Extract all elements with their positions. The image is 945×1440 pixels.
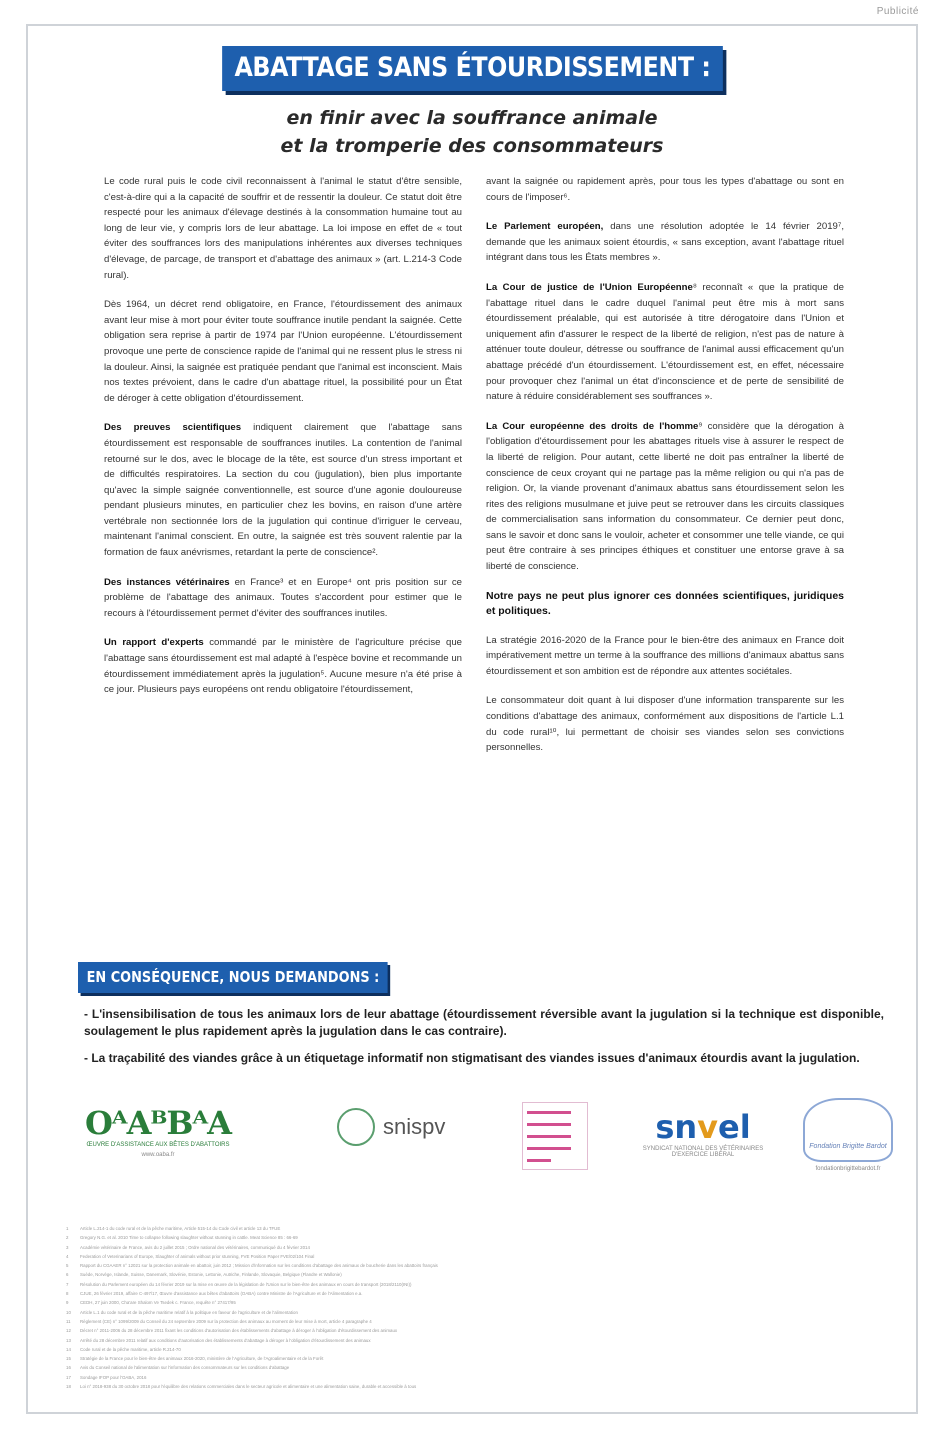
- advertisement-label: Publicité: [876, 6, 919, 17]
- footnote-text: Gregory N.G. et al. 2010 Time to collapse following slaughter without stunning in cattle. Meat Science 85 : 66-69: [80, 1235, 298, 1241]
- oaba-subtitle: ŒUVRE D'ASSISTANCE AUX BÊTES D'ABATTOIRS: [86, 1142, 230, 1148]
- paragraph-text: commandé par le ministère de l'agriculture précise que l'abattage sans étourdissement est mal adapté à l'espèce bovine et recommande un étourdissement immédiatement après la jugulation⁵. Aucune mesure n'a été prise à ce jour. Plusieurs pays européens ont rendu obligatoire l'étourdissement,: [104, 637, 462, 696]
- footnote-number: 3: [66, 1244, 69, 1250]
- paragraph: avant la saignée ou rapidement après, pour tous les types d'abattage ou sont en cours de l'imposer⁶.: [486, 176, 844, 203]
- snispv-logo: [306, 1108, 476, 1146]
- footnote-number: 10: [66, 1309, 71, 1315]
- footnote: [66, 1233, 916, 1242]
- footnote-number: 15: [66, 1356, 71, 1362]
- title-block: [28, 46, 916, 91]
- footnote-text: Federation of Veterinarians of Europe, Slaughter of animals without prior stunning, FVE Position Paper FVE/02/104 Final: [80, 1253, 315, 1259]
- footnote: [66, 1308, 916, 1317]
- footnote-number: 11: [66, 1318, 71, 1324]
- footnote-text: Règlement (CE) n° 1099/2009 du Conseil du 24 septembre 2009 sur la protection des animaux au moment de leur mise à mort, article 4 paragraphe 4: [80, 1318, 372, 1324]
- paragraph-lead: La Cour de justice de l'Union Européenne: [486, 281, 693, 293]
- paragraph-text: en France³ et en Europe⁴ ont pris position sur ce problème de l'abattage des animaux. Toutes s'accordent pour estimer que le recours à l'étourdissement permet d'éviter des souffrances inutiles.: [104, 576, 462, 619]
- footnote-text: CJUE, 26 février 2019, affaire C-497/17, Œuvre d'assistance aux bêtes d'abattoirs (OABA) contre Ministre de l'Agriculture et de l'Alimentation e.a.: [80, 1291, 363, 1297]
- footnote-text: Loi n° 2018-938 du 30 octobre 2018 pour l'équilibre des relations commerciales dans le secteur agricole et alimentaire et une alimentation saine, durable et accessible à tous: [80, 1384, 417, 1390]
- paragraph-text: ⁹ considère que la dérogation à l'obligation d'étourdissement pour les abattages rituels vise à assurer le respect de la liberté de religion. Pour autant, cette liberté ne doit pas entraîner la liberté de conscience de ceux croyant qui ne partage pas la même religion ou qui n'a pas de religion. Or, la viande provenant d'animaux abattus sans étourdissement selon les rites des religions musulmane et juive peut se retrouver dans les circuits classiques de commercialisation sans information du consommateur. Ce dernier peut donc, sans le savoir et donc sans le vouloir, acheter et consommer une telle viande, ce qui peut être contraire à ses principes éthiques et constituer une entorse grave à sa liberté de conscience.: [486, 420, 845, 573]
- snvel-logo: [638, 1108, 768, 1158]
- paragraph-text: ⁸ reconnaît « que la pratique de l'abattage rituel dans le cadre duquel l'animal peut être mis à mort sans étourdissement préalable, qui est autorisée à titre dérogatoire dans l'Union et uniquement afin d'assurer le respect de la liberté de religion, n'est pas de nature à atténuer toute douleur, détresse ou souffrance de l'animal aussi efficacement qu'un abattage précédé d'un étourdissement. L'étourdissement est, en effet, nécessaire pour provoquer chez l'animal un état d'inconscience et de perte de sensibilité de nature à réduire considérablement ses souffrances ».: [486, 281, 844, 403]
- footnote: [66, 1270, 916, 1279]
- flag-icon: [522, 1102, 588, 1170]
- paragraph: Dès 1964, un décret rend obligatoire, en France, l'étourdissement des animaux avant leur mise à mort pour éviter toute souffrance inutile pendant la saignée. Cette obligation sera reprise à partir de 1974 par l'Union européenne. L'étourdissement provoque une perte de conscience rapide de l'animal qui ne ressent plus le stress ni la douleur. Ainsi, la saignée est pratiquée pendant que l'animal est inconscient. Mais nos textes prévoient, dans le cadre d'un abattage rituel, la possibilité pour un État de déroger à cette obligation d'étourdissement.: [104, 299, 462, 404]
- footnote: [66, 1317, 916, 1326]
- paragraph: Le code rural puis le code civil reconnaissent à l'animal le statut d'être sensible, c'est-à-dire qui a la capacité de souffrir et de ressentir la douleur. Ce statut doit être respecté pour les animaux d'élevage destinés à la consommation humaine tout au long de leur vie, y compris lors de leur abattage. La loi impose en effet de « tout éviter des souffrances lors des manipulations inhérentes aux diverses techniques d'élevage, de parcage, de transport et d'abattage des animaux » (art. L.214-3 Code rural).: [104, 176, 462, 281]
- footnote-number: 1: [66, 1226, 69, 1231]
- footnote: [66, 1336, 916, 1345]
- footnote-number: 16: [66, 1365, 71, 1371]
- oaba-wordmark: OᴬAᴮBᴬA: [85, 1104, 231, 1142]
- footnote-text: Stratégie de la France pour le bien-être des animaux 2016-2020, ministère de l'Agriculture, de l'Agroalimentaire et de la Forêt: [80, 1356, 324, 1362]
- paragraph-lead: Des instances vétérinaires: [104, 576, 230, 588]
- footnote-text: Article L.214-1 du code rural et de la pêche maritime, Article 515-14 du Code civil et article 13 du TFUE: [80, 1226, 281, 1231]
- paragraph-lead: Des preuves scientifiques: [104, 422, 242, 434]
- demands-list: [84, 1006, 884, 1077]
- footnote-number: 9: [66, 1300, 69, 1306]
- footnote-number: 5: [66, 1263, 69, 1269]
- footnote: [66, 1243, 916, 1252]
- demand-item: - La traçabilité des viandes grâce à un étiquetage informatif non stigmatisant des viandes issues d'animaux étourdis avant la jugulation.: [84, 1051, 860, 1065]
- footnote-number: 7: [66, 1281, 69, 1287]
- demand-item: - L'insensibilisation de tous les animaux lors de leur abattage (étourdissement réversible avant la jugulation si la technique est disponible, soulagement le plus rapidement après la jugulation dans le cas contraire).: [84, 1007, 884, 1038]
- partner-logos: [58, 1098, 898, 1208]
- footnote-text: CEDH, 27 juin 2000, Cha'are Shalom Ve Tsedek c. France, requête n° 27417/95: [80, 1300, 236, 1306]
- paragraph-lead: La Cour européenne des droits de l'homme: [486, 420, 699, 432]
- page-title: ABATTAGE SANS ÉTOURDISSEMENT :: [222, 46, 723, 91]
- oaba-caption: www.oaba.fr: [141, 1152, 175, 1158]
- footnote-text: Avis du Conseil national de l'alimentation sur l'information des consommateurs sur les conditions d'abattage: [80, 1365, 290, 1371]
- cat-logo-text: Fondation Brigitte Bardot: [809, 1143, 887, 1150]
- cat-icon: [803, 1098, 893, 1162]
- paragraph: [486, 419, 844, 575]
- footnote-number: 14: [66, 1346, 71, 1352]
- footnote-number: 12: [66, 1328, 71, 1334]
- left-column: [104, 174, 462, 770]
- footnote: [66, 1224, 916, 1233]
- ring-icon: [337, 1108, 375, 1146]
- footnotes: [66, 1224, 916, 1391]
- body-columns: [104, 174, 844, 770]
- footnote-text: Article L.1 du code rural et de la pêche maritime relatif à la politique en faveur de l'agriculture et de l'alimentation: [80, 1309, 298, 1315]
- footnote: [66, 1261, 916, 1270]
- paragraph-lead: Le Parlement européen,: [486, 221, 604, 233]
- subtitle: [28, 104, 916, 160]
- footnote: [66, 1363, 916, 1372]
- paragraph-text: indiquent clairement que l'abattage sans étourdissement est responsable de souffrances inutiles. La contention de l'animal retourné sur le dos, avec le blocage de la tête, est source d'un stress important et de difficultés respiratoires. La section du cou (jugulation), bien plus importante qu'avec la simple saignée conventionnelle, est source d'une agonie douloureuse pendant plusieurs minutes, en particulier chez les bovins, en raison d'une artère vertébrale non sectionnée lors de la jugulation qui continue d'irriguer le cerveau, maintenant l'animal conscient. En outre, la saignée est très souvent ralentie par la formation de faux anévrismes, retardant la perte de conscience².: [104, 422, 462, 559]
- footnote-text: Sondage IFOP pour l'OABA, 2016: [80, 1374, 147, 1380]
- footnote: [66, 1289, 916, 1298]
- paragraph: La stratégie 2016-2020 de la France pour le bien-être des animaux en France doit impérativement mettre un terme à la souffrance des millions d'animaux abattus sans étourdissement et son ambition est de répondre aux attentes sociétales.: [486, 634, 844, 677]
- paragraph-text: dans une résolution adoptée le 14 février 2019⁷, demande que les animaux soient étourdis, « sans exception, avant l'abattage rituel intégrant dans tous les États membres ».: [486, 221, 845, 264]
- footnote: [66, 1373, 916, 1382]
- footnote-number: 6: [66, 1272, 69, 1278]
- footnote-number: 4: [66, 1253, 69, 1259]
- subtitle-line-2: et la tromperie des consommateurs: [280, 135, 664, 157]
- footnote: [66, 1280, 916, 1289]
- paragraph: Le consommateur doit quant à lui disposer d'une information transparente sur les conditions d'abattage des animaux, conformément aux dispositions de l'article L.1 du code rural¹⁰, lui permettant de choisir ses viandes selon ses convictions personnelles.: [486, 695, 844, 754]
- footnote-number: 13: [66, 1337, 71, 1343]
- demands-banner: EN CONSÉQUENCE, NOUS DEMANDONS :: [78, 962, 388, 993]
- footnote-number: 18: [66, 1384, 71, 1390]
- footnote: [66, 1345, 916, 1354]
- footnote-text: Décret n° 2011-2006 du 28 décembre 2011 fixant les conditions d'autorisation des établissements d'abattage à déroger à l'obligation d'étourdissement des animaux: [80, 1328, 398, 1334]
- footnote-text: Code rural et de la pêche maritime, article R.214-70: [80, 1346, 181, 1352]
- cat-foundation-logo: [798, 1098, 898, 1172]
- footnote-text: Rapport du CGAAER n° 12021 sur la protection animale en abattoir, juin 2012 ; Mission d'information sur les conditions d'abattage des animaux de boucherie dans les abattoirs français: [80, 1263, 438, 1269]
- paragraph: [104, 635, 462, 697]
- footnote-text: Suède, Norvège, Islande, Suisse, Danemark, Slovénie, Estonie, Lettonie, Autriche, Finlande, Slovaquie, Belgique (Flandre et Wallonie): [80, 1272, 342, 1278]
- footnote-text: Résolution du Parlement européen du 14 février 2019 sur la mise en œuvre de la législation de l'Union sur le bien-être des animaux en cours de transport (2018/2110(INI)): [80, 1281, 412, 1287]
- subtitle-line-1: en finir avec la souffrance animale: [286, 107, 658, 129]
- paragraph: [486, 280, 844, 405]
- footnote-number: 2: [66, 1235, 69, 1241]
- footnote-number: 17: [66, 1374, 71, 1380]
- footnote: [66, 1298, 916, 1307]
- footnote: [66, 1354, 916, 1363]
- footnote-text: Arrêté du 28 décembre 2011 relatif aux conditions d'autorisation des établissements d'abattage à déroger à l'obligation d'étourdissement des animaux: [80, 1337, 371, 1343]
- snvel-wordmark: snvel: [655, 1108, 751, 1146]
- section-heading: Notre pays ne peut plus ignorer ces données scientifiques, juridiques et politiques.: [486, 589, 844, 617]
- footnote: [66, 1382, 916, 1391]
- snvel-subtitle: SYNDICAT NATIONAL DES VÉTÉRINAIRES D'EXERCICE LIBÉRAL: [642, 1146, 764, 1158]
- footnote: [66, 1252, 916, 1261]
- paragraph: [104, 575, 462, 622]
- snispv-wordmark: snispv: [383, 1114, 446, 1139]
- flag-logo: [518, 1102, 592, 1170]
- advertisement-page: [26, 24, 918, 1414]
- footnote: [66, 1326, 916, 1335]
- footnote-number: 8: [66, 1291, 69, 1297]
- paragraph: [486, 219, 844, 266]
- cat-logo-caption: fondationbrigittebardot.fr: [815, 1166, 881, 1172]
- footnote-text: Académie vétérinaire de France, avis du 2 juillet 2015 ; Ordre national des vétérinaires, communiqué du 4 février 2014: [80, 1244, 310, 1250]
- paragraph: [104, 420, 462, 560]
- oaba-logo: [58, 1104, 258, 1158]
- paragraph-lead: Un rapport d'experts: [104, 637, 204, 649]
- right-column: [486, 174, 844, 770]
